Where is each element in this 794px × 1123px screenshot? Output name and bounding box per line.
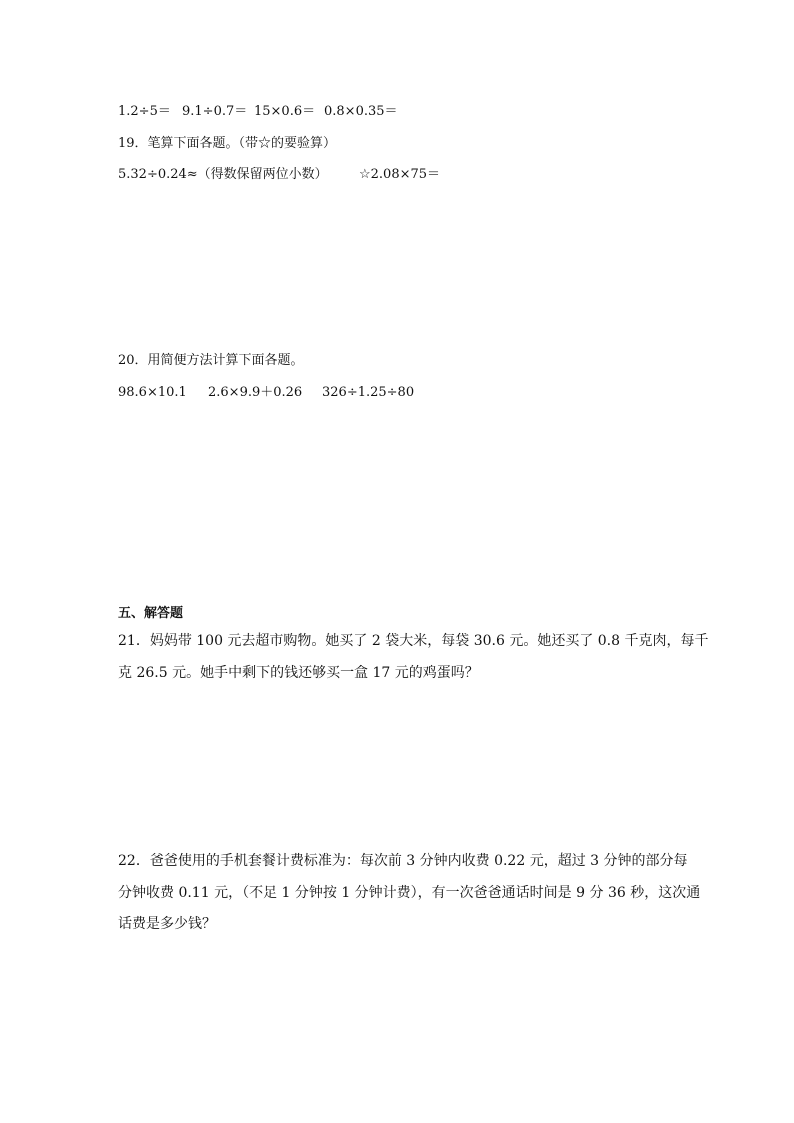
question-21-line: 21．妈妈带 100 元去超市购物。她买了 2 袋大米，每袋 30.6 元。她还买了 0.8 千克肉，每千: [118, 633, 709, 649]
calc-item: 5.32÷0.24≈（得数保留两位小数）: [118, 167, 328, 182]
calc-item: 9.1÷0.7＝: [182, 104, 248, 119]
question-20-items: [118, 384, 418, 402]
question-22-line: 话费是多少钱？: [118, 916, 216, 932]
calc-item: ☆2.08×75＝: [359, 167, 441, 182]
question-19-title: 19．笔算下面各题。（带☆的要验算）: [118, 136, 337, 151]
calc-item: 0.8×0.35＝: [324, 104, 398, 119]
calc-item: 15×0.6＝: [254, 104, 316, 119]
calc-item: 326÷1.25÷80: [322, 385, 415, 400]
oral-calc-row: [118, 103, 418, 121]
calc-item: 1.2÷5＝: [118, 104, 171, 119]
question-19-items: [118, 166, 441, 184]
calc-item: 2.6×9.9＋0.26: [208, 385, 303, 400]
question-21-line: 克 26.5 元。她手中剩下的钱还够买一盒 17 元的鸡蛋吗？: [118, 665, 479, 681]
question-22-line: 分钟收费 0.11 元，（不足 1 分钟按 1 分钟计费），有一次爸爸通话时间是 9 分 36 秒，这次通: [118, 885, 701, 901]
question-22-line: 22．爸爸使用的手机套餐计费标准为：每次前 3 分钟内收费 0.22 元，超过 3 分钟的部分每: [118, 853, 688, 869]
section-heading: 五、解答题: [118, 606, 184, 621]
calc-item: 98.6×10.1: [118, 385, 187, 400]
question-20-title: 20．用简便方法计算下面各题。: [118, 353, 304, 368]
